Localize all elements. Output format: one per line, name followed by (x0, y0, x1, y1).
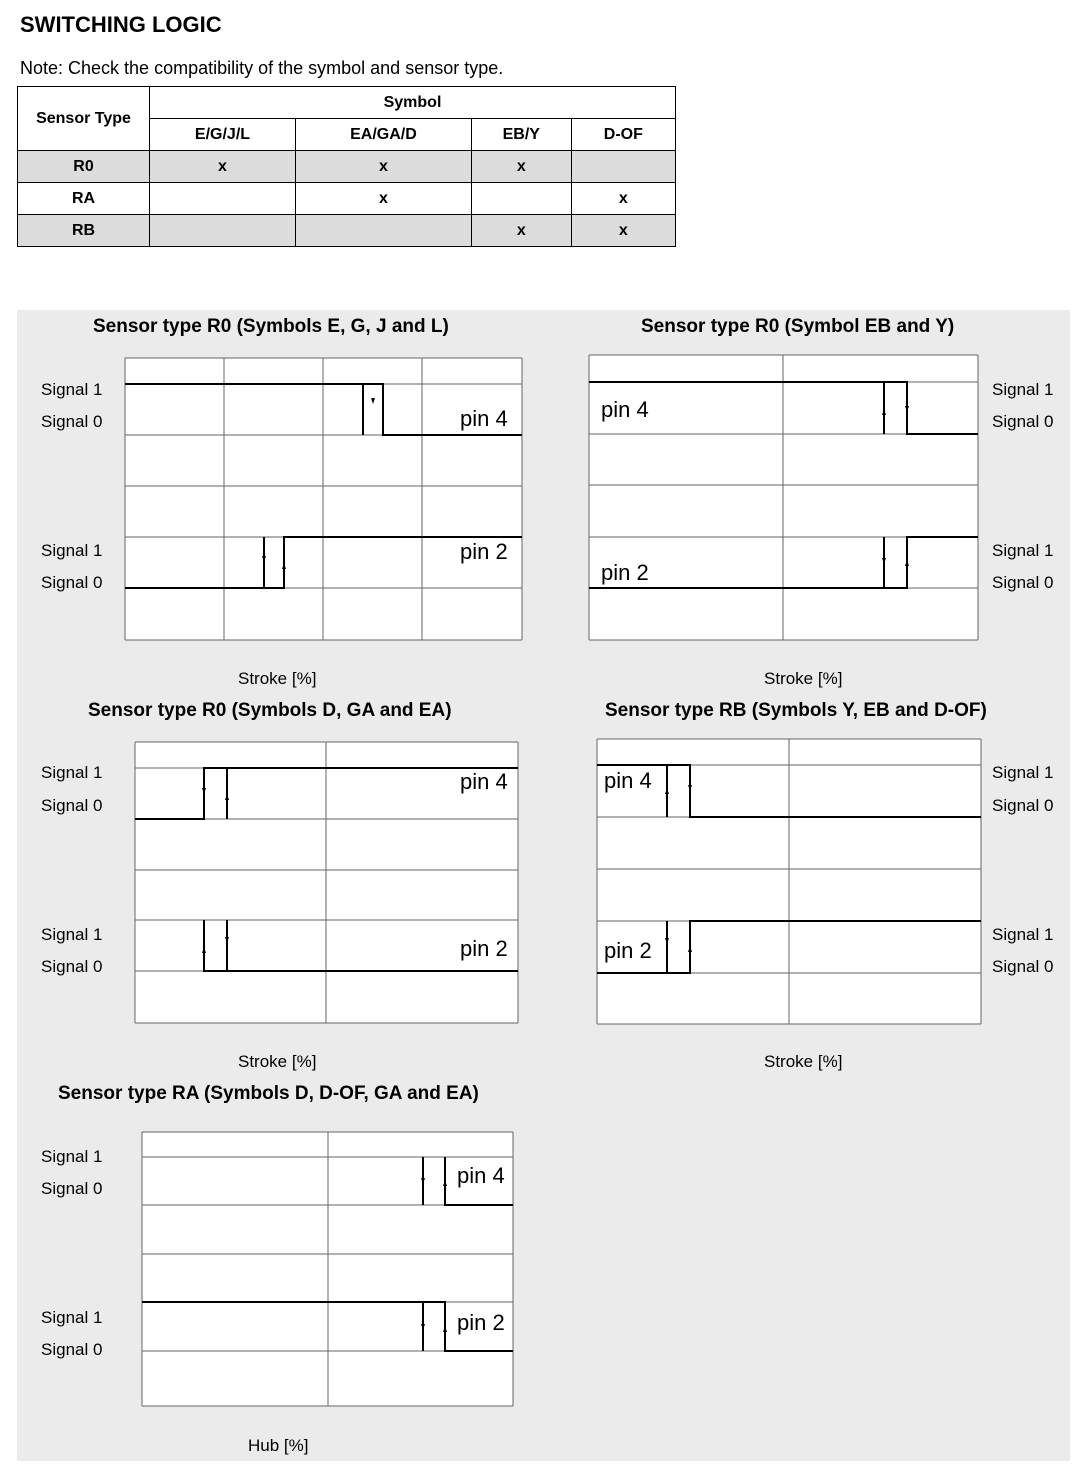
column-header: EB/Y (471, 119, 571, 151)
signal-1-label: Signal 1 (41, 541, 103, 560)
column-header: EA/GA/D (295, 119, 471, 151)
table-cell: x (571, 183, 675, 215)
signal-0-label: Signal 0 (41, 412, 103, 431)
signal-0-label: Signal 0 (992, 957, 1054, 976)
axis-label: Stroke [%] (764, 1052, 843, 1071)
pin-label: pin 4 (457, 1163, 505, 1188)
pin-label: pin 4 (604, 768, 652, 793)
table-cell: x (295, 151, 471, 183)
row-label: R0 (18, 151, 150, 183)
axis-label: Stroke [%] (238, 1052, 317, 1071)
signal-0-label: Signal 0 (41, 1340, 103, 1359)
pin-label: pin 2 (601, 560, 649, 585)
diagram-ra (142, 1132, 513, 1406)
table-cell: x (571, 215, 675, 247)
axis-label: Hub [%] (248, 1436, 309, 1455)
signal-0-label: Signal 0 (41, 573, 103, 592)
signal-1-label: Signal 1 (41, 763, 103, 782)
diagram-title-r0-dgaea: Sensor type R0 (Symbols D, GA and EA) (88, 700, 452, 721)
sensor-type-header: Sensor Type (18, 87, 150, 151)
pin-label: pin 4 (460, 406, 508, 431)
signal-1-label: Signal 1 (41, 925, 103, 944)
diagram-title-ra: Sensor type RA (Symbols D, D-OF, GA and EA) (58, 1083, 479, 1104)
diagram-r0-dgaea (135, 742, 518, 1023)
signal-1-label: Signal 1 (992, 925, 1054, 944)
diagram-rb (597, 739, 981, 1024)
signal-0-label: Signal 0 (41, 957, 103, 976)
signal-1-label: Signal 1 (41, 380, 103, 399)
column-header: E/G/J/L (150, 119, 296, 151)
diagram-title-rb: Sensor type RB (Symbols Y, EB and D-OF) (605, 700, 987, 721)
page-title: SWITCHING LOGIC (20, 12, 222, 37)
pin-label: pin 2 (457, 1310, 505, 1335)
signal-0-label: Signal 0 (992, 796, 1054, 815)
column-header: D-OF (571, 119, 675, 151)
table-cell: x (150, 151, 296, 183)
diagram-title-r0-eby: Sensor type R0 (Symbol EB and Y) (641, 316, 955, 337)
diagram-title-r0-egjl: Sensor type R0 (Symbols E, G, J and L) (93, 316, 449, 337)
table-cell: x (295, 183, 471, 215)
signal-1-label: Signal 1 (992, 763, 1054, 782)
symbol-header: Symbol (150, 87, 676, 119)
diagram-r0-eby (589, 355, 978, 640)
row-label: RB (18, 215, 150, 247)
pin-label: pin 2 (460, 936, 508, 961)
signal-0-label: Signal 0 (992, 412, 1054, 431)
pin-label: pin 2 (460, 539, 508, 564)
pin-label: pin 4 (601, 397, 649, 422)
signal-1-label: Signal 1 (992, 380, 1054, 399)
row-label: RA (18, 183, 150, 215)
table-cell: x (471, 151, 571, 183)
signal-1-label: Signal 1 (41, 1147, 103, 1166)
compatibility-note: Note: Check the compatibility of the symbol and sensor type. (20, 58, 504, 78)
signal-0-label: Signal 0 (992, 573, 1054, 592)
axis-label: Stroke [%] (238, 669, 317, 688)
diagram-r0-egjl (125, 358, 522, 640)
signal-1-label: Signal 1 (41, 1308, 103, 1327)
pin-label: pin 2 (604, 938, 652, 963)
axis-label: Stroke [%] (764, 669, 843, 688)
pin-label: pin 4 (460, 769, 508, 794)
signal-0-label: Signal 0 (41, 796, 103, 815)
signal-1-label: Signal 1 (992, 541, 1054, 560)
signal-0-label: Signal 0 (41, 1179, 103, 1198)
table-cell: x (471, 215, 571, 247)
